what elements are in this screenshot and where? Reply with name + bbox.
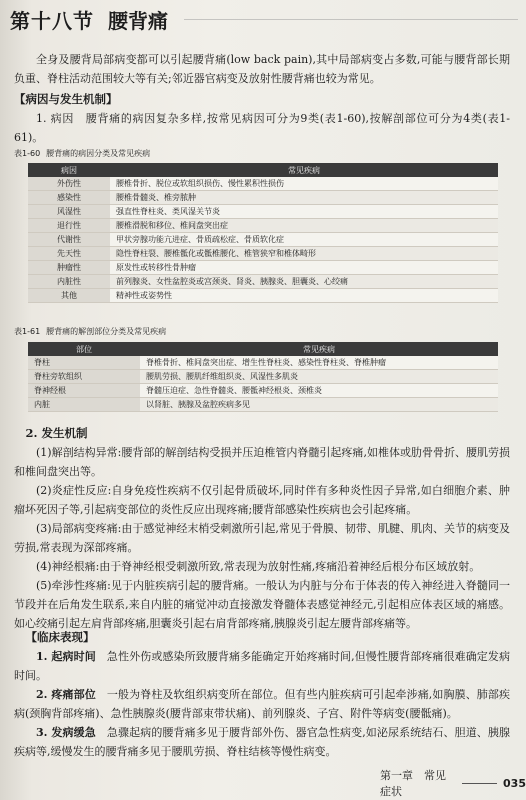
table1-number: 表1-60 xyxy=(14,149,41,158)
table2-caption xyxy=(14,326,166,337)
clinical-item-label: 1. 起病时间 xyxy=(36,650,96,663)
table-row xyxy=(28,247,498,261)
table-cell: 内脏性 xyxy=(28,275,110,289)
chapter-label: 第一章 常见症状 xyxy=(380,769,446,798)
table-cell: 感染性 xyxy=(28,191,110,205)
section-title: 腰背痛 xyxy=(108,8,168,33)
table1-header-cause: 病因 xyxy=(28,163,110,177)
anatomy-table xyxy=(28,342,498,412)
table-cell: 肿瘤性 xyxy=(28,261,110,275)
table-cell: 代谢性 xyxy=(28,233,110,247)
mechanism-item: (4)神经根痛:由于脊神经根受刺激所致,常表现为放射性痛,疼痛沿着神经后根分布区域放射。 xyxy=(36,560,481,573)
table-cell: 腰肌劳损、腰肌纤维组织炎、风湿性多肌炎 xyxy=(140,370,498,384)
mechanism-item: (1)解剖结构异常:腰背部的解剖结构受损并压迫椎管内脊髓引起疼痛,如椎体或肋骨骨折、腰肌劳损和椎间盘突出等。 xyxy=(14,446,510,478)
table-cell: 甲状旁腺功能亢进症、骨质疏松症、骨质软化症 xyxy=(110,233,498,247)
clinical-item-text: 一般为脊柱及软组织病变所在部位。但有些内脏疾病可引起牵涉痛,如胸膜、肺部疾病(颈胸背部疼痛)、急性胰腺炎(腰背部束带状痛)、前列腺炎、子宫、附件等病变(腰骶痛)。 xyxy=(14,688,510,720)
table-cell: 其他 xyxy=(28,289,110,303)
clinical-item-label: 2. 疼痛部位 xyxy=(36,688,96,701)
table-row xyxy=(28,356,498,370)
section-number: 第十八节 xyxy=(10,8,94,33)
table-cell: 先天性 xyxy=(28,247,110,261)
etiology-paragraph: 1. 病因 腰背痛的病因复杂多样,按常见病因可分为9类(表1-60),按解剖部位可分为4类(表1-61)。 xyxy=(14,112,510,144)
table-row xyxy=(28,289,498,303)
table-cell: 腰椎骨折、脱位或软组织损伤、慢性累积性损伤 xyxy=(110,177,498,191)
table1-title: 腰背痛的病因分类及常见疾病 xyxy=(46,149,151,158)
mechanism-item: (5)牵涉性疼痛:见于内脏疾病引起的腰背痛。一般认为内脏与分布于体表的传入神经进入脊髓同一节段并在后角发生联系,来自内脏的痛觉冲动直接激发脊髓体表感觉神经元,引起相应体表区域的痛感。如心绞痛引起左肩背部疼痛,胆囊炎引起右肩背部疼痛,胰腺炎引起左腰背部疼痛等。 xyxy=(14,579,510,630)
footer-rule xyxy=(462,783,497,784)
mechanism-block xyxy=(14,424,510,633)
table-cell: 脊椎骨折、椎间盘突出症、增生性脊柱炎、感染性脊柱炎、脊椎肿瘤 xyxy=(140,356,498,370)
table-row xyxy=(28,261,498,275)
intro-paragraph: 全身及腰背局部病变都可以引起腰背痛(low back pain),其中局部病变占多数,可能与腰背部长期负重、脊柱活动范围较大等有关;邻近器官病变及放射性腰背痛也较为常见。 xyxy=(14,53,510,85)
table-cell: 以肾脏、胰腺及盆腔疾病多见 xyxy=(140,398,498,412)
title-rule xyxy=(184,19,518,20)
table-row xyxy=(28,177,498,191)
table-row xyxy=(28,275,498,289)
table-cell: 内脏 xyxy=(28,398,140,412)
page-footer xyxy=(380,767,526,799)
table-cell: 隐性脊柱裂、腰椎骶化或骶椎腰化、椎管狭窄和椎体畸形 xyxy=(110,247,498,261)
table-cell: 强直性脊柱炎、类风湿关节炎 xyxy=(110,205,498,219)
mechanism-heading: 2. 发生机制 xyxy=(25,426,88,440)
clinical-item-text: 急骤起病的腰背痛多见于腰背部外伤、器官急性病变,如泌尿系统结石、胆道、胰腺疾病等,缓慢发生的腰背痛多见于腰肌劳损、脊柱结核等慢性病变。 xyxy=(14,726,510,758)
section-title-bar xyxy=(0,4,526,34)
table-cell: 脊神经根 xyxy=(28,384,140,398)
table2-header-site: 部位 xyxy=(28,342,140,356)
table-cell: 退行性 xyxy=(28,219,110,233)
table-row xyxy=(28,384,498,398)
table-row xyxy=(28,398,498,412)
table2-title: 腰背痛的解剖部位分类及常见疾病 xyxy=(46,327,167,336)
clinical-item-text: 急性外伤或感染所致腰背痛多能确定开始疼痛时间,但慢性腰背部疼痛很难确定发病时间。 xyxy=(14,650,510,682)
clinical-item xyxy=(14,647,510,685)
table-row xyxy=(28,191,498,205)
mechanism-item: (2)炎症性反应:自身免疫性疾病不仅引起骨质破坏,同时伴有多种炎性因子异常,如白细胞介素、肿瘤坏死因子等,引起病变部位的炎性反应出现疼痛;腰背部感染性疾病也会引起疼痛。 xyxy=(14,484,510,516)
table-row xyxy=(28,370,498,384)
table-row xyxy=(28,205,498,219)
table-row xyxy=(28,233,498,247)
etiology-heading: 【病因与发生机制】 xyxy=(14,92,118,106)
table1-header-disease: 常见疾病 xyxy=(110,163,498,177)
table-cell: 腰椎滑脱和移位、椎间盘突出症 xyxy=(110,219,498,233)
table-cell: 脊髓压迫症、急性脊髓炎、腰骶神经根炎、颈椎炎 xyxy=(140,384,498,398)
table2-header-disease: 常见疾病 xyxy=(140,342,498,356)
clinical-heading: 【临床表现】 xyxy=(25,630,95,644)
clinical-item xyxy=(14,723,510,761)
table1-caption xyxy=(14,148,150,159)
table-cell: 腰椎骨髓炎、椎旁脓肿 xyxy=(110,191,498,205)
clinical-item-label: 3. 发病缓急 xyxy=(36,726,96,739)
table-cell: 脊柱旁软组织 xyxy=(28,370,140,384)
table-cell: 前列腺炎、女性盆腔炎或宫颈炎、肾炎、胰腺炎、胆囊炎、心绞痛 xyxy=(110,275,498,289)
clinical-block xyxy=(14,628,510,761)
table-cell: 精神性或姿势性 xyxy=(110,289,498,303)
etiology-table xyxy=(28,163,498,303)
table-cell: 脊柱 xyxy=(28,356,140,370)
table-cell: 风湿性 xyxy=(28,205,110,219)
page-number: 035 xyxy=(503,776,526,790)
table-cell: 原发性或转移性骨肿瘤 xyxy=(110,261,498,275)
clinical-item xyxy=(14,685,510,723)
table2-number: 表1-61 xyxy=(14,327,41,336)
mechanism-item: (3)局部病变疼痛:由于感觉神经末梢受刺激所引起,常见于骨膜、韧带、肌腱、肌肉、关节的病变及劳损,常表现为深部疼痛。 xyxy=(14,522,510,554)
intro-block xyxy=(14,50,510,147)
table-cell: 外伤性 xyxy=(28,177,110,191)
table-row xyxy=(28,219,498,233)
